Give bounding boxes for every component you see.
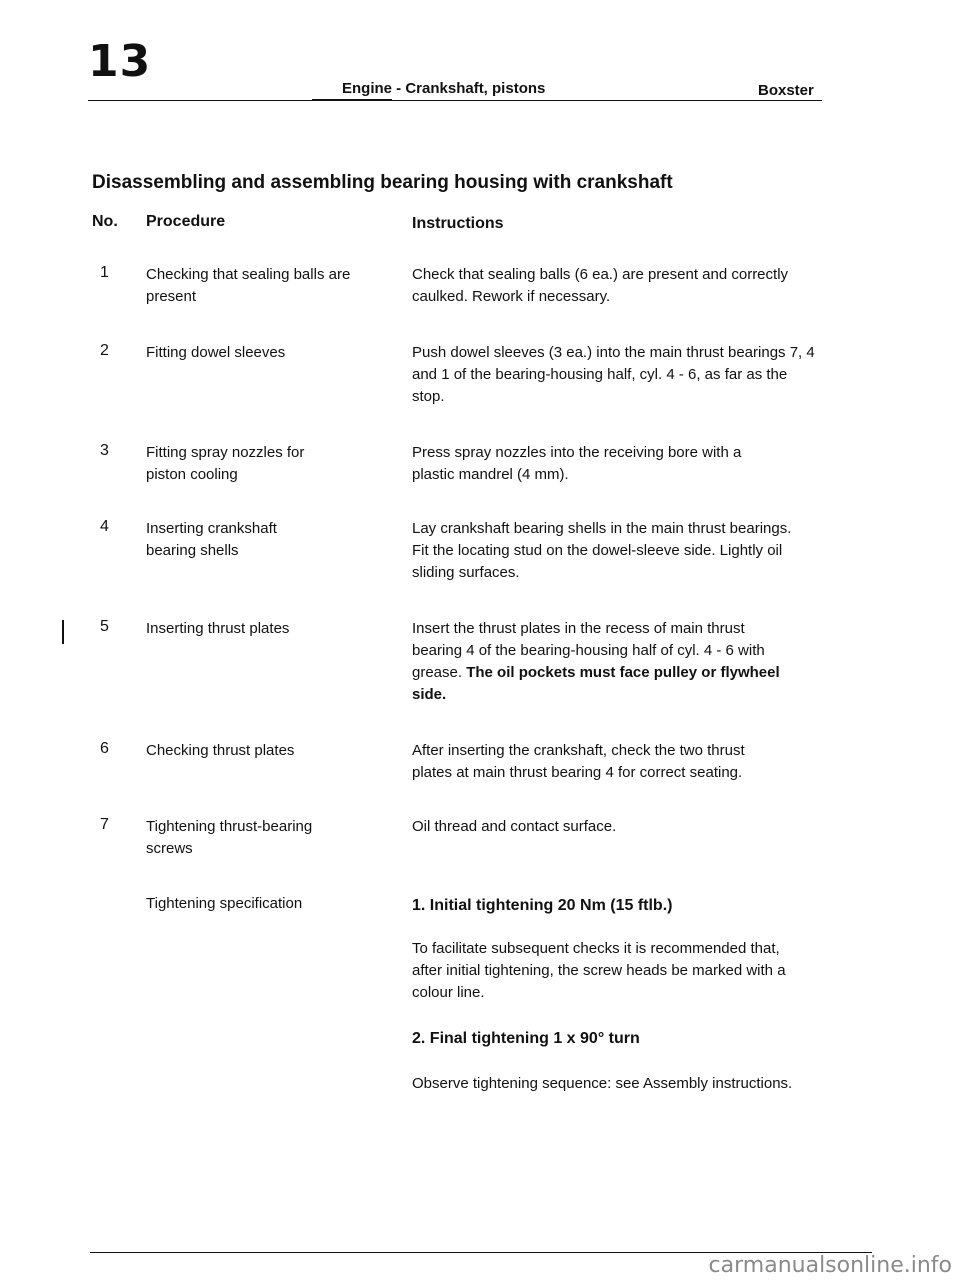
column-no-header: No. xyxy=(92,213,118,230)
step-instructions: Oil thread and contact surface. xyxy=(412,818,617,835)
column-instructions-header: Instructions xyxy=(412,215,504,232)
tightening-spec-label: Tightening specification xyxy=(146,895,303,912)
step-procedure: Checking that sealing balls are present xyxy=(146,266,351,305)
watermark: carmanualsonline.info xyxy=(708,1253,952,1278)
step-instructions: Lay crankshaft bearing shells in the main thrust bearings. Fit the locating stud on the dowel-sleeve side. Lightly oil sliding surfaces. xyxy=(412,520,792,581)
section-heading: Disassembling and assembling bearing housing with crankshaft xyxy=(92,172,673,193)
step-procedure: Fitting spray nozzles for piston cooling xyxy=(146,444,305,483)
step-number: 1 xyxy=(100,264,109,281)
header-model: Boxster xyxy=(758,82,814,99)
step-instructions: Press spray nozzles into the receiving bore with a plastic mandrel (4 mm). xyxy=(412,444,742,483)
step-number: 5 xyxy=(100,618,109,635)
step-number: 4 xyxy=(100,518,109,535)
step-number: 6 xyxy=(100,740,109,757)
revision-margin-bar xyxy=(62,620,64,644)
step-number: 7 xyxy=(100,816,109,833)
step-instructions xyxy=(412,618,782,706)
step-procedure: Inserting crankshaft bearing shells xyxy=(146,520,277,559)
step-instructions: After inserting the crankshaft, check the two thrust plates at main thrust bearing 4 for correct seating. xyxy=(412,742,745,781)
final-tightening: 2. Final tightening 1 x 90° turn xyxy=(412,1030,640,1047)
step-procedure: Inserting thrust plates xyxy=(146,620,290,637)
step-instructions-warning: The oil pockets must face pulley or flywheel side. xyxy=(412,664,780,703)
header-title: Engine - Crankshaft, pistons xyxy=(342,80,546,97)
initial-tightening: 1. Initial tightening 20 Nm (15 ftlb.) xyxy=(412,897,673,914)
step-procedure: Checking thrust plates xyxy=(146,742,295,759)
step-number: 2 xyxy=(100,342,109,359)
header-rule-accent xyxy=(312,99,392,101)
tightening-sequence-note: Observe tightening sequence: see Assembly instructions. xyxy=(412,1075,793,1092)
step-instructions: Check that sealing balls (6 ea.) are present and correctly caulked. Rework if necessary. xyxy=(412,266,789,305)
step-procedure: Tightening thrust-bearing screws xyxy=(146,818,313,857)
step-procedure: Fitting dowel sleeves xyxy=(146,344,286,361)
chapter-number: 13 xyxy=(88,36,152,87)
step-instructions: Push dowel sleeves (3 ea.) into the main thrust bearings 7, 4 and 1 of the bearing-housing half, cyl. 4 - 6, as far as the stop. xyxy=(412,344,815,405)
column-procedure-header: Procedure xyxy=(146,213,226,230)
step-number: 3 xyxy=(100,442,109,459)
marking-note: To facilitate subsequent checks it is recommended that, after initial tightening, the screw heads be marked with a colour line. xyxy=(412,940,786,1001)
step-instructions-text: Insert the thrust plates in the recess of main thrust bearing 4 of the bearing-housing half of cyl. 4 - 6 with grease. xyxy=(412,620,765,681)
header-rule xyxy=(88,100,822,101)
